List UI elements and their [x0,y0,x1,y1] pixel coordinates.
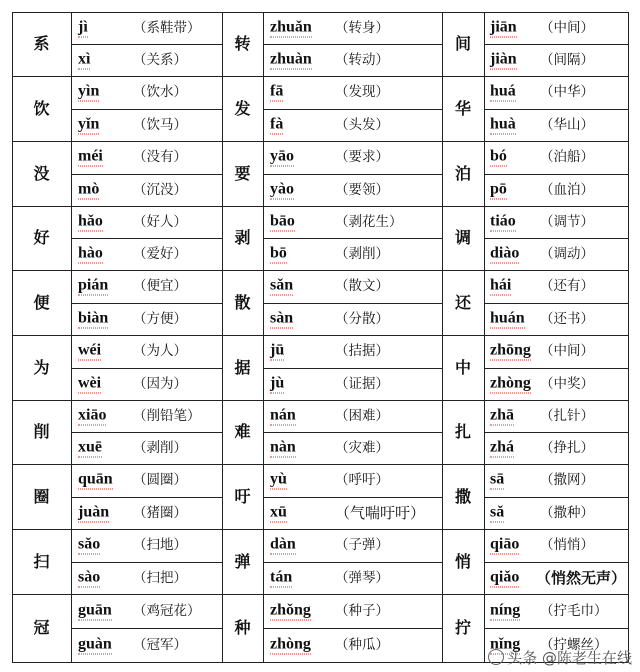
pinyin-reading: pián [78,276,109,294]
pinyin-reading: nǐng [490,635,521,653]
example-word: （子弹） [335,537,389,554]
pinyin-reading: jiān [490,18,517,36]
example-word: （分散） [335,310,389,327]
pinyin-reading: sàn [270,309,294,327]
row-border [12,270,628,271]
character-cell: 调 [454,228,472,247]
example-word: （扫地） [133,537,187,554]
example-word: （转动） [335,52,389,68]
half-row-border [484,238,628,239]
pinyin-reading: xiāo [78,406,107,424]
example-word: （没有） [133,149,187,166]
example-word: （要领） [335,181,389,198]
example-word: （悄然无声） [536,568,627,587]
pinyin-reading: huà [490,115,516,133]
example-word: （爱好） [133,246,187,262]
example-word: （因为） [133,375,187,392]
example-word: （饮马） [133,116,187,133]
example-word: （沉没） [133,181,187,198]
half-row-border [71,497,222,498]
pinyin-reading: guàn [78,635,112,653]
pinyin-reading: yǐn [78,115,100,133]
pinyin-reading: xì [78,50,91,68]
character-cell: 扫 [33,551,50,571]
example-word: （中奖） [540,375,594,392]
pinyin-reading: dàn [270,535,296,553]
half-row-border [263,238,442,239]
row-border [12,12,628,13]
half-row-border [263,497,442,498]
column-border [628,12,629,662]
pinyin-reading: fà [270,115,284,133]
example-word: （中华） [540,84,594,101]
pinyin-reading: yìn [78,82,100,100]
pinyin-reading: diào [490,244,520,262]
pinyin-reading: zhá [490,438,514,456]
watermark [485,647,632,668]
character-cell: 圈 [33,486,50,506]
pinyin-reading: sā [490,470,505,488]
character-cell: 弹 [234,551,251,571]
pinyin-reading: yāo [270,147,294,165]
example-word: （剥削） [335,246,389,262]
example-word: （调动） [540,246,594,262]
character-cell: 难 [234,422,251,441]
pinyin-reading: zhuàn [270,50,312,68]
character-cell: 散 [234,292,251,312]
example-word: （证据） [335,375,389,392]
half-row-border [263,368,442,369]
pinyin-reading: zhǒng [270,601,311,619]
example-word: （中间） [540,20,594,36]
pinyin-reading: pō [490,180,507,198]
pinyin-reading: jū [270,341,285,359]
character-cell: 便 [33,292,50,312]
example-word: （便宜） [133,278,187,295]
pinyin-reading: sǎo [78,535,101,553]
character-cell: 饮 [33,98,50,118]
camera-icon [488,649,504,665]
pinyin-reading: jù [270,374,285,392]
example-word: （剥花生） [335,214,403,230]
pinyin-reading: huán [490,309,525,327]
example-word: （散文） [335,278,389,295]
example-word: （方便） [133,310,187,327]
character-cell: 拧 [454,618,472,637]
character-cell: 为 [33,357,50,377]
example-word: （还书） [540,310,594,327]
pinyin-reading: biàn [78,309,109,327]
row-border [12,400,628,401]
character-cell: 冠 [33,618,50,637]
character-cell: 系 [33,34,50,53]
row-border [12,529,628,530]
character-cell: 中 [454,357,472,377]
character-cell: 泊 [454,163,472,183]
pinyin-reading: zhā [490,406,514,424]
pinyin-reading: juàn [78,503,110,521]
half-row-border [71,174,222,175]
pinyin-reading: wéi [78,341,102,359]
example-word: （饮水） [133,84,187,101]
example-word: （呼吁） [335,472,389,489]
example-word: （种子） [335,603,389,619]
character-cell: 悄 [454,551,472,571]
half-row-border [484,303,628,304]
example-word: （弹琴） [335,569,389,586]
pinyin-reading: hǎo [78,212,103,230]
half-row-border [263,174,442,175]
half-row-border [263,628,442,629]
pinyin-reading: quān [78,470,113,488]
character-cell: 剥 [234,228,251,247]
half-row-border [484,368,628,369]
example-word: （冠军） [133,637,187,653]
example-word: （悄悄） [540,537,594,554]
example-word: （间隔） [540,52,594,68]
example-word: （剥削） [133,440,187,456]
pinyin-reading: huá [490,82,516,100]
example-word: （鸡冠花） [133,603,201,619]
example-word: （拮据） [335,343,389,360]
pinyin-reading: bó [490,147,507,165]
half-row-border [484,432,628,433]
example-word: （困难） [335,408,389,424]
pinyin-reading: xuē [78,438,102,456]
example-word: （灾难） [335,440,389,456]
example-word: （华山） [540,116,594,133]
pinyin-reading: fā [270,82,284,100]
pinyin-reading: qiǎo [490,568,520,586]
example-word: （好人） [133,214,187,230]
pinyin-reading: hái [490,276,512,294]
pinyin-reading: zhuǎn [270,18,312,36]
half-row-border [484,562,628,563]
pinyin-reading: níng [490,601,521,619]
pinyin-reading: méi [78,147,103,165]
pinyin-reading: sǎn [270,276,294,294]
pinyin-reading: guān [78,601,112,619]
example-word: （削铅笔） [133,408,201,424]
half-row-border [263,44,442,45]
example-word: （调节） [540,214,594,230]
row-border [12,76,628,77]
character-cell: 没 [33,163,50,183]
example-word: （头发） [335,116,389,133]
example-word: （扫把） [133,569,187,586]
pinyin-reading: zhōng [490,341,531,359]
half-row-border [71,303,222,304]
pinyin-reading: yù [270,470,287,488]
example-word: （拧螺丝） [540,637,608,653]
character-cell: 转 [234,34,251,53]
watermark-text: 头条 @陈老生在线 [507,649,632,667]
pinyin-reading: zhòng [270,635,311,653]
example-word: （泊船） [540,149,594,166]
character-cell: 撒 [454,486,472,506]
example-word: （拧毛巾） [540,603,608,619]
pinyin-reading: bāo [270,212,295,230]
pinyin-reading: qiāo [490,535,520,553]
half-row-border [71,368,222,369]
character-cell: 削 [33,422,50,441]
example-word: （血泊） [540,181,594,198]
pinyin-reading: jiàn [490,50,517,68]
example-word: （扎针） [540,408,594,424]
row-border [12,335,628,336]
character-cell: 吁 [234,486,251,506]
example-word: （转身） [335,20,389,36]
pinyin-reading: jì [78,18,88,36]
half-row-border [484,109,628,110]
half-row-border [71,238,222,239]
example-word: （气喘吁吁） [335,503,426,522]
half-row-border [71,109,222,110]
pinyin-reading: bō [270,244,287,262]
half-row-border [263,432,442,433]
pinyin-reading: nàn [270,438,296,456]
example-word: （中间） [540,343,594,360]
character-cell: 好 [33,228,50,247]
example-word: （系鞋带） [133,20,201,36]
row-border [12,464,628,465]
pinyin-reading: yào [270,180,294,198]
character-cell: 华 [454,98,472,118]
half-row-border [263,562,442,563]
character-cell: 据 [234,357,251,377]
half-row-border [263,303,442,304]
pinyin-reading: tiáo [490,212,516,230]
half-row-border [71,44,222,45]
pinyin-reading: sǎ [490,503,505,521]
pinyin-reading: nán [270,406,296,424]
half-row-border [71,628,222,629]
example-word: （挣扎） [540,440,594,456]
pinyin-reading: tán [270,568,293,586]
pinyin-reading: zhòng [490,374,531,392]
example-word: （为人） [133,343,187,360]
pinyin-reading: wèi [78,374,102,392]
row-border [12,141,628,142]
example-word: （要求） [335,149,389,166]
character-cell: 要 [234,163,251,183]
half-row-border [484,174,628,175]
column-border [12,12,13,662]
column-border [222,12,223,662]
half-row-border [484,628,628,629]
example-word: （种瓜） [335,637,389,653]
pinyin-reading: hào [78,244,103,262]
half-row-border [484,44,628,45]
pinyin-reading: mò [78,180,100,198]
example-word: （关系） [133,52,187,68]
column-border [442,12,443,662]
pinyin-reading: xū [270,503,287,521]
character-cell: 还 [454,292,472,312]
example-word: （猪圈） [133,504,187,521]
character-cell: 发 [234,98,251,118]
example-word: （圆圈） [133,472,187,489]
pinyin-reading: sào [78,568,101,586]
half-row-border [71,432,222,433]
row-border [12,206,628,207]
example-word: （撒网） [540,472,594,489]
example-word: （撒种） [540,504,594,521]
row-border [12,594,628,595]
character-cell: 种 [234,618,251,637]
example-word: （还有） [540,278,594,295]
character-cell: 间 [454,34,472,53]
half-row-border [263,109,442,110]
half-row-border [71,562,222,563]
example-word: （发现） [335,84,389,101]
half-row-border [484,497,628,498]
character-cell: 扎 [454,422,472,441]
